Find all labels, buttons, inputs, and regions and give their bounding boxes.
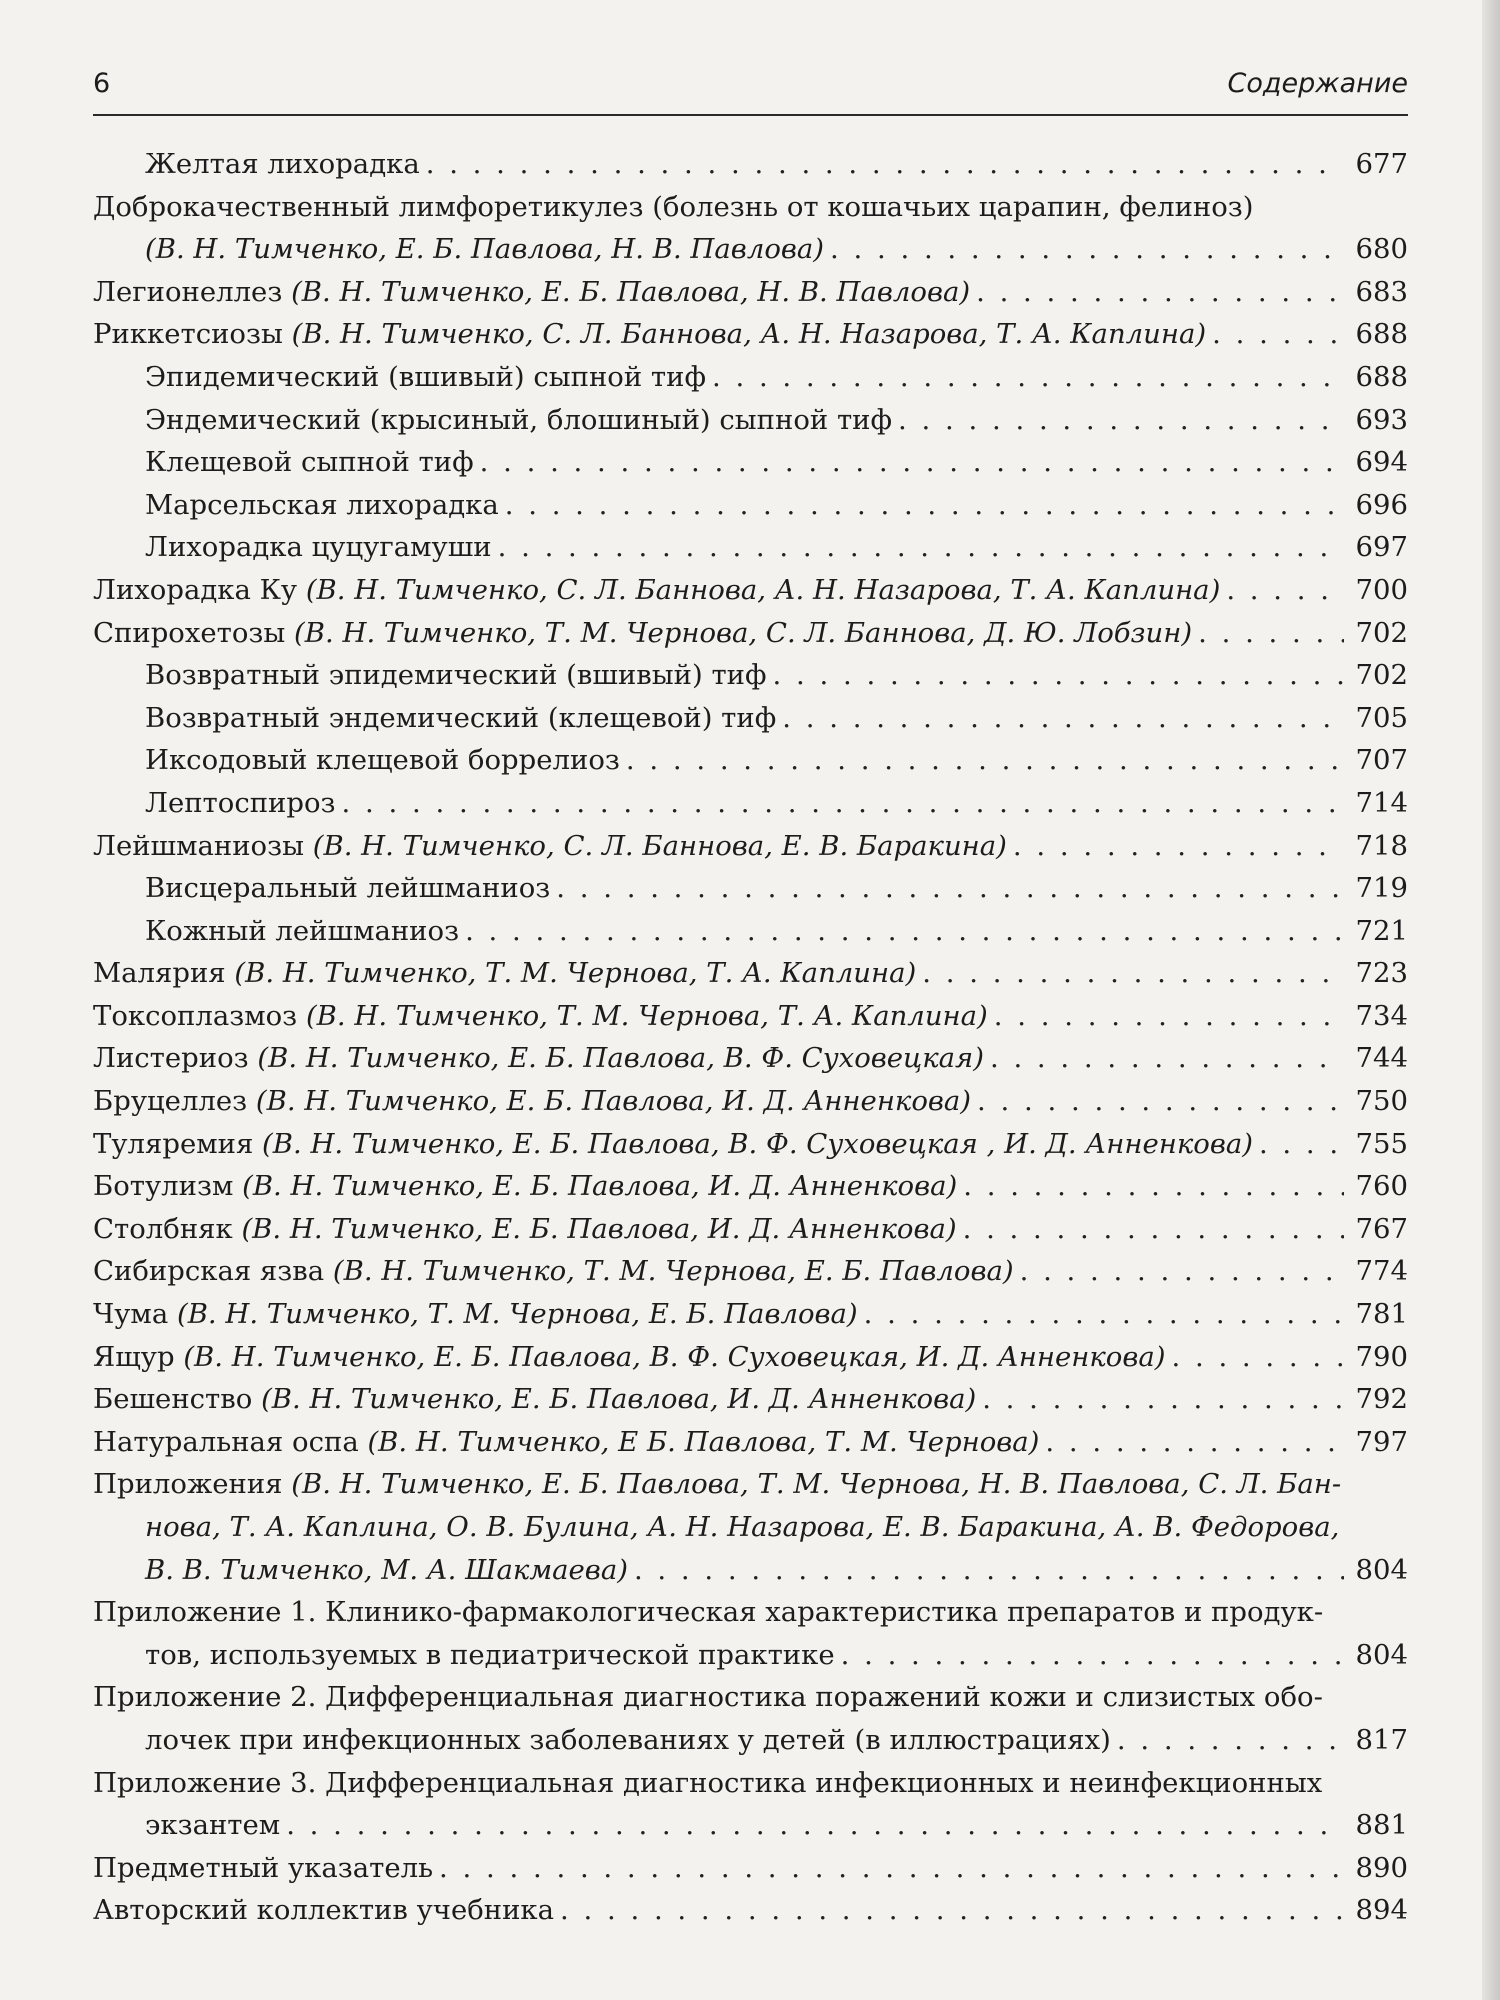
toc-entry-title: Возвратный эпидемический (вшивый) тиф xyxy=(145,659,767,692)
toc-entry-authors: (В. Н. Тимченко, Т. М. Чернова, Е. Б. Павлова) xyxy=(176,1298,858,1331)
toc-dot-leader xyxy=(982,1378,1344,1421)
toc-page-number: 755 xyxy=(1355,1127,1408,1160)
toc-entry[interactable] xyxy=(93,867,1408,910)
toc-entry-text xyxy=(145,1549,628,1592)
toc-entry-text xyxy=(93,1293,858,1336)
toc-page-number: 683 xyxy=(1355,275,1408,308)
toc-entry[interactable] xyxy=(93,825,1408,868)
toc-entry-authors: (В. Н. Тимченко, Т. М. Чернова, Т. А. Каплина) xyxy=(234,957,917,990)
toc-entry-title: Предметный указатель xyxy=(93,1851,434,1884)
toc-entry[interactable] xyxy=(93,356,1408,399)
toc-entry-text xyxy=(145,526,492,569)
toc-entry-text xyxy=(93,1847,433,1890)
toc-entry[interactable] xyxy=(93,1165,1408,1208)
toc-entry[interactable] xyxy=(93,1549,1408,1592)
toc-entry-title: Приложения xyxy=(93,1468,292,1501)
toc-entry-text xyxy=(145,1804,280,1847)
toc-entry[interactable] xyxy=(93,952,1408,995)
toc-entry-title: Клещевой сыпной тиф xyxy=(145,446,474,479)
toc-dot-leader xyxy=(626,739,1344,782)
toc-entry-authors: (В. Н. Тимченко, Т. М. Чернова, Е. Б. Павлова) xyxy=(332,1255,1014,1288)
toc-dot-leader xyxy=(994,995,1344,1038)
toc-entry-text xyxy=(145,143,420,186)
toc-entry-text xyxy=(93,271,970,314)
toc-page-number: 750 xyxy=(1355,1085,1408,1118)
toc-entry-text xyxy=(145,867,550,910)
toc-entry-text xyxy=(145,1634,835,1677)
toc-entry-authors: (В. Н. Тимченко, Е. Б. Павлова, И. Д. Анненкова) xyxy=(255,1085,972,1118)
toc-dot-leader xyxy=(712,356,1344,399)
table-of-contents xyxy=(93,143,1408,1932)
toc-entry-text xyxy=(145,484,499,527)
toc-entry-text xyxy=(145,356,706,399)
toc-entry-authors: (В. Н. Тимченко, Т. М. Чернова, С. Л. Баннова, Д. Ю. Лобзин) xyxy=(294,616,1193,649)
toc-entry[interactable] xyxy=(93,1634,1408,1677)
toc-entry-title: Эндемический (крысиный, блошиный) сыпной тиф xyxy=(145,403,893,436)
toc-entry[interactable] xyxy=(93,1123,1408,1166)
toc-dot-leader xyxy=(342,782,1344,825)
toc-entry-text xyxy=(93,1591,1323,1634)
toc-dot-leader xyxy=(830,228,1344,271)
toc-entry-title: Листериоз xyxy=(93,1042,258,1075)
toc-entry[interactable] xyxy=(93,1037,1408,1080)
toc-entry-title: Лихорадка Ку xyxy=(93,573,306,606)
toc-page-number: 781 xyxy=(1355,1298,1408,1331)
toc-entry-title: Легионеллез xyxy=(93,275,292,308)
toc-entry-text xyxy=(93,825,1007,868)
toc-entry[interactable] xyxy=(93,910,1408,953)
toc-page-number: 696 xyxy=(1355,488,1408,521)
toc-entry[interactable] xyxy=(93,1889,1408,1932)
toc-entry[interactable] xyxy=(93,1762,1408,1805)
toc-entry-text xyxy=(93,1421,1039,1464)
toc-entry-title: Натуральная оспа xyxy=(93,1425,368,1458)
toc-entry-authors: (В. Н. Тимченко, Е. Б. Павлова, И. Д. Анненкова) xyxy=(261,1383,977,1416)
toc-entry[interactable] xyxy=(93,228,1408,271)
toc-entry-text xyxy=(93,569,1220,612)
toc-entry[interactable] xyxy=(93,739,1408,782)
toc-entry-authors: (В. Н. Тимченко, Е Б. Павлова, Т. М. Чернова) xyxy=(367,1425,1040,1458)
toc-entry-authors: (В. Н. Тимченко, Е. Б. Павлова, Н. В. Павлова) xyxy=(291,275,971,308)
toc-entry-authors: (В. Н. Тимченко, С. Л. Баннова, А. Н. Назарова, Т. А. Каплина) xyxy=(291,318,1207,351)
toc-entry[interactable] xyxy=(93,1336,1408,1379)
toc-entry[interactable] xyxy=(93,1804,1408,1847)
toc-page-number: 693 xyxy=(1355,403,1408,436)
toc-dot-leader xyxy=(977,1080,1344,1123)
toc-entry-text xyxy=(93,1762,1322,1805)
toc-dot-leader xyxy=(465,910,1344,953)
toc-entry-authors: (В. Н. Тимченко, Е. Б. Павлова, Н. В. Павлова) xyxy=(145,233,825,266)
toc-entry-title: тов, используемых в педиатрической практике xyxy=(145,1638,835,1671)
toc-entry-text xyxy=(145,399,892,442)
toc-entry[interactable] xyxy=(93,1591,1408,1634)
toc-page-number: 804 xyxy=(1355,1638,1408,1671)
toc-entry-text xyxy=(93,612,1192,655)
toc-page-number: 688 xyxy=(1355,318,1408,351)
toc-dot-leader xyxy=(560,1889,1344,1932)
toc-entry-text xyxy=(93,1378,976,1421)
toc-entry-text xyxy=(93,1165,957,1208)
toc-entry-title: Эпидемический (вшивый) сыпной тиф xyxy=(145,360,706,393)
toc-entry[interactable] xyxy=(93,1421,1408,1464)
toc-entry-title: Приложение 3. Дифференциальная диагностика инфекционных и неинфекционных xyxy=(93,1766,1323,1799)
toc-dot-leader xyxy=(480,441,1344,484)
toc-entry-authors: (В. Н. Тимченко, Т. М. Чернова, Т. А. Каплина) xyxy=(305,999,988,1032)
toc-page-number: 760 xyxy=(1355,1170,1408,1203)
toc-dot-leader xyxy=(439,1847,1344,1890)
toc-page-number: 734 xyxy=(1355,999,1408,1032)
toc-entry-title: Авторский коллектив учебника xyxy=(93,1894,555,1927)
toc-page-number: 767 xyxy=(1355,1212,1408,1245)
toc-entry-authors: (В. Н. Тимченко, С. Л. Баннова, А. Н. Назарова, Т. А. Каплина) xyxy=(305,573,1221,606)
toc-dot-leader xyxy=(1212,313,1344,356)
toc-page-number: 688 xyxy=(1355,360,1408,393)
toc-entry[interactable] xyxy=(93,526,1408,569)
toc-entry-title: Лихорадка цуцугамуши xyxy=(145,531,492,564)
toc-entry[interactable] xyxy=(93,1847,1408,1890)
toc-entry-title: Сибирская язва xyxy=(93,1255,333,1288)
toc-dot-leader xyxy=(1020,1250,1344,1293)
toc-entry-authors: (В. Н. Тимченко, Е. Б. Павлова, В. Ф. Суховецкая , И. Д. Анненкова) xyxy=(262,1127,1253,1160)
toc-entry[interactable] xyxy=(93,313,1408,356)
toc-page-number: 804 xyxy=(1355,1553,1408,1586)
toc-entry-title: Кожный лейшманиоз xyxy=(145,914,460,947)
toc-entry-text xyxy=(93,1676,1323,1719)
toc-page-number: 817 xyxy=(1355,1723,1408,1756)
toc-entry-title: Приложение 2. Дифференциальная диагностика поражений кожи и слизистых обо- xyxy=(93,1681,1323,1714)
toc-entry-title: Риккетсиозы xyxy=(93,318,292,351)
toc-entry-title: Чума xyxy=(93,1298,177,1331)
toc-dot-leader xyxy=(1045,1421,1344,1464)
page-header xyxy=(93,60,1408,116)
toc-entry[interactable] xyxy=(93,441,1408,484)
toc-entry[interactable] xyxy=(93,1506,1408,1549)
toc-entry[interactable] xyxy=(93,1676,1408,1719)
toc-entry[interactable] xyxy=(93,1463,1408,1506)
toc-dot-leader xyxy=(990,1037,1344,1080)
toc-page-number: 697 xyxy=(1355,531,1408,564)
toc-entry[interactable] xyxy=(93,1250,1408,1293)
toc-entry-text xyxy=(93,313,1206,356)
toc-dot-leader xyxy=(963,1165,1344,1208)
toc-page-number: 721 xyxy=(1355,914,1408,947)
toc-page-number: 702 xyxy=(1355,616,1408,649)
toc-entry-text xyxy=(145,1506,1339,1549)
toc-dot-leader xyxy=(1259,1123,1344,1166)
toc-entry-text xyxy=(93,1250,1014,1293)
toc-entry[interactable] xyxy=(93,186,1408,229)
toc-entry[interactable] xyxy=(93,782,1408,825)
toc-entry-title: Приложение 1. Клинико-фармакологическая характеристика препаратов и продук- xyxy=(93,1596,1324,1629)
toc-page-number: 677 xyxy=(1355,148,1408,180)
toc-entry[interactable] xyxy=(93,484,1408,527)
toc-dot-leader xyxy=(1171,1336,1344,1379)
toc-entry-text xyxy=(93,1889,554,1932)
toc-entry-title: Возвратный эндемический (клещевой) тиф xyxy=(145,701,777,734)
toc-entry-title: Бруцеллез xyxy=(93,1085,256,1118)
toc-entry-text xyxy=(145,782,336,825)
toc-entry-title: Доброкачественный лимфоретикулез (болезнь от кошачьих царапин, фелиноз) xyxy=(93,190,1254,223)
toc-entry-authors: нова, Т. А. Каплина, О. В. Булина, А. Н. Назарова, Е. В. Баракина, А. В. Федорова, xyxy=(145,1511,1340,1543)
toc-entry-authors: (В. Н. Тимченко, Е. Б. Павлова, В. Ф. Суховецкая) xyxy=(257,1042,984,1075)
toc-page-number: 797 xyxy=(1355,1425,1408,1458)
toc-entry-authors: (В. Н. Тимченко, Е. Б. Павлова, В. Ф. Суховецкая, И. Д. Анненкова) xyxy=(183,1340,1166,1373)
toc-entry-title: Иксодовый клещевой боррелиоз xyxy=(145,744,620,777)
toc-entry-text xyxy=(93,1037,984,1080)
toc-entry-text xyxy=(145,441,474,484)
toc-page-number: 719 xyxy=(1355,872,1408,905)
toc-entry-title: Токсоплазмоз xyxy=(93,999,306,1032)
toc-entry-title: Лейшманиозы xyxy=(93,829,313,862)
toc-entry-text xyxy=(145,654,767,697)
toc-page-number: 700 xyxy=(1355,573,1408,606)
toc-entry-text xyxy=(93,952,916,995)
toc-page-number: 744 xyxy=(1355,1042,1408,1075)
toc-dot-leader xyxy=(1198,612,1344,655)
toc-dot-leader xyxy=(922,952,1344,995)
toc-page-number: 723 xyxy=(1355,957,1408,990)
page-edge xyxy=(1482,0,1500,2000)
toc-entry[interactable] xyxy=(93,697,1408,740)
toc-entry-text xyxy=(93,995,988,1038)
toc-entry-authors: (В. Н. Тимченко, С. Л. Баннова, Е. В. Баракина) xyxy=(312,829,1007,862)
toc-dot-leader xyxy=(556,867,1344,910)
toc-entry[interactable] xyxy=(93,569,1408,612)
toc-page-number: 774 xyxy=(1355,1255,1408,1288)
toc-entry[interactable] xyxy=(93,612,1408,655)
toc-entry-title: Ботулизм xyxy=(93,1170,243,1203)
toc-entry-title: Лептоспироз xyxy=(145,786,336,819)
toc-dot-leader xyxy=(773,654,1344,697)
toc-dot-leader xyxy=(976,271,1344,314)
toc-page-number: 694 xyxy=(1355,446,1408,479)
toc-entry-title: Малярия xyxy=(93,957,235,990)
toc-entry-text xyxy=(93,1123,1253,1166)
toc-entry-text xyxy=(145,228,824,271)
toc-entry-authors: В. В. Тимченко, М. А. Шакмаева) xyxy=(145,1553,628,1586)
toc-dot-leader xyxy=(898,399,1344,442)
toc-entry[interactable] xyxy=(93,654,1408,697)
toc-entry-title: экзантем xyxy=(145,1809,281,1842)
toc-dot-leader xyxy=(634,1549,1344,1592)
toc-dot-leader xyxy=(963,1208,1344,1251)
toc-entry-text xyxy=(93,1208,957,1251)
toc-entry-text xyxy=(93,1463,1341,1506)
toc-page-number: 792 xyxy=(1355,1383,1408,1416)
toc-dot-leader xyxy=(841,1634,1344,1677)
toc-page-number: 707 xyxy=(1355,744,1408,777)
toc-page-number: 894 xyxy=(1355,1894,1408,1927)
toc-page-number: 702 xyxy=(1355,659,1408,692)
section-title: Содержание xyxy=(1227,68,1408,99)
toc-page-number: 718 xyxy=(1355,829,1408,862)
toc-entry-text xyxy=(145,910,459,953)
toc-entry[interactable] xyxy=(93,1293,1408,1336)
toc-page-number: 881 xyxy=(1355,1809,1408,1842)
toc-entry[interactable] xyxy=(93,143,1408,186)
toc-entry[interactable] xyxy=(93,995,1408,1038)
toc-dot-leader xyxy=(1117,1719,1344,1762)
toc-dot-leader xyxy=(1013,825,1344,868)
toc-entry[interactable] xyxy=(93,399,1408,442)
toc-dot-leader xyxy=(864,1293,1344,1336)
toc-entry[interactable] xyxy=(93,1080,1408,1123)
toc-entry-text xyxy=(93,1336,1165,1379)
toc-dot-leader xyxy=(498,526,1344,569)
toc-page-number: 890 xyxy=(1355,1851,1408,1884)
toc-entry-text xyxy=(145,1719,1111,1762)
toc-entry-title: Бешенство xyxy=(93,1383,262,1416)
toc-entry-authors: (В. Н. Тимченко, Е. Б. Павлова, Т. М. Чернова, Н. В. Павлова, С. Л. Бан- xyxy=(291,1468,1342,1501)
toc-page-number: 790 xyxy=(1355,1340,1408,1373)
toc-entry-authors: (В. Н. Тимченко, Е. Б. Павлова, И. Д. Анненкова) xyxy=(241,1212,957,1245)
toc-entry-title: Желтая лихорадка xyxy=(145,148,420,180)
toc-entry[interactable] xyxy=(93,271,1408,314)
toc-entry-title: Туляремия xyxy=(93,1127,263,1160)
page-number: 6 xyxy=(93,68,111,99)
toc-entry-text xyxy=(145,697,776,740)
toc-page-number: 680 xyxy=(1355,233,1408,266)
toc-dot-leader xyxy=(505,484,1344,527)
toc-entry-title: Спирохетозы xyxy=(93,616,295,649)
toc-entry-title: Столбняк xyxy=(93,1212,242,1245)
toc-entry-title: Марсельская лихорадка xyxy=(145,488,499,521)
toc-page-number: 705 xyxy=(1355,701,1408,734)
toc-dot-leader xyxy=(286,1804,1344,1847)
toc-entry-authors: (В. Н. Тимченко, Е. Б. Павлова, И. Д. Анненкова) xyxy=(242,1170,958,1203)
toc-entry-title: Висцеральный лейшманиоз xyxy=(145,872,551,905)
toc-entry-title: лочек при инфекционных заболеваниях у детей (в иллюстрациях) xyxy=(145,1723,1111,1756)
toc-entry-text xyxy=(145,739,620,782)
toc-entry[interactable] xyxy=(93,1378,1408,1421)
toc-dot-leader xyxy=(1226,569,1344,612)
toc-dot-leader xyxy=(426,143,1344,186)
toc-entry-title: Ящур xyxy=(93,1340,184,1373)
toc-entry-text xyxy=(93,1080,971,1123)
toc-dot-leader xyxy=(782,697,1344,740)
toc-entry-text xyxy=(93,186,1254,229)
toc-entry[interactable] xyxy=(93,1719,1408,1762)
toc-entry[interactable] xyxy=(93,1208,1408,1251)
toc-page-number: 714 xyxy=(1355,786,1408,819)
